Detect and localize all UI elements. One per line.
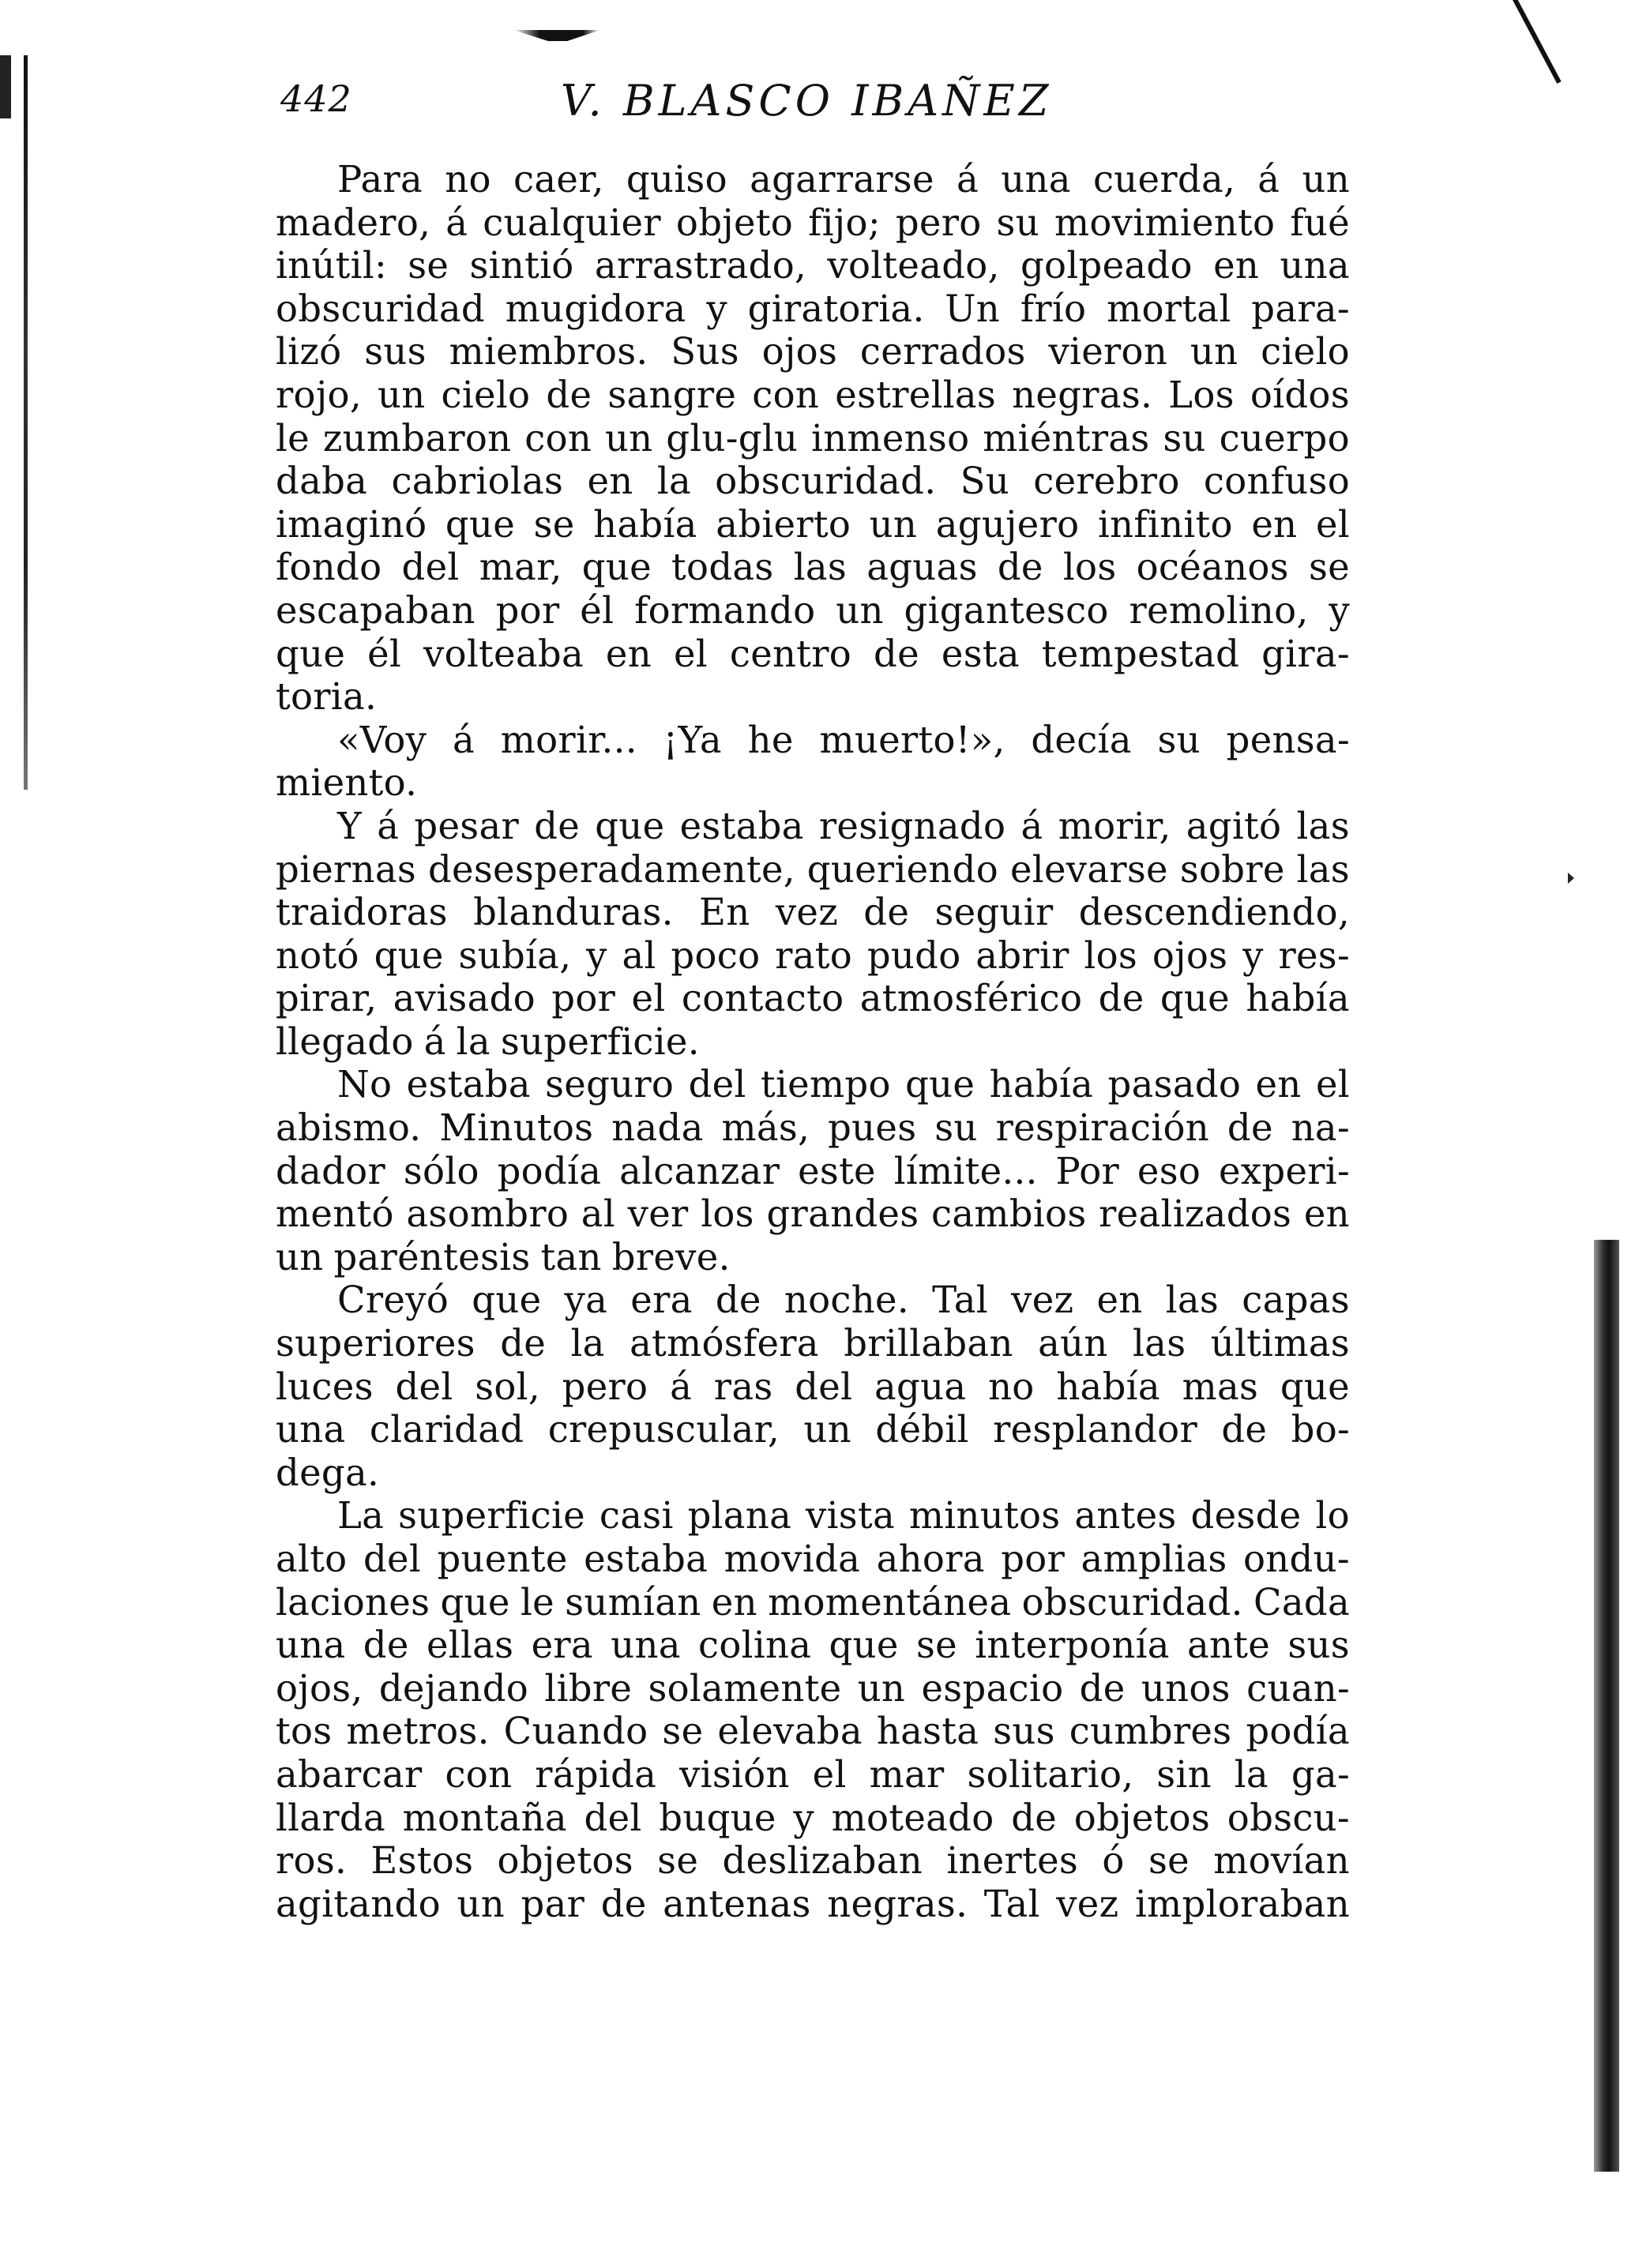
scan-right-tick	[1568, 873, 1574, 884]
running-head: V. BLASCO IBAÑEZ	[561, 76, 1053, 126]
text-line: daba cabriolas en la obscuridad. Su cerebro confuso	[276, 460, 1350, 503]
text-line: lizó sus miembros. Sus ojos cerrados vieron un cielo	[276, 330, 1350, 374]
text-line: un paréntesis tan breve.	[276, 1235, 731, 1279]
text-line: llegado á la superficie.	[276, 1019, 700, 1063]
text-line: una de ellas era una colina que se interponía ante sus	[276, 1624, 1350, 1667]
text-line: luces del sol, pero á ras del agua no había mas que	[276, 1365, 1350, 1408]
text-line: Creyó que ya era de noche. Tal vez en las capas	[337, 1279, 1350, 1322]
text-line: notó que subía, y al poco rato pudo abrir los ojos y res-	[276, 933, 1350, 977]
scan-left-edge-line	[24, 55, 28, 790]
text-line: dega.	[276, 1451, 380, 1494]
text-line: rojo, un cielo de sangre con estrellas negras. Los oídos	[276, 373, 1350, 416]
page-header	[0, 69, 1650, 133]
text-line: ros. Estos objetos se deslizaban inertes ó se movían	[276, 1839, 1350, 1883]
scan-right-edge-bar	[1594, 1240, 1619, 2172]
text-line: que él volteaba en el centro de esta tempestad gira-	[276, 632, 1350, 675]
text-line: fondo del mar, que todas las aguas de los océanos se	[276, 546, 1350, 589]
text-line: tos metros. Cuando se elevaba hasta sus cumbres podía	[276, 1710, 1350, 1753]
text-line: agitando un par de antenas negras. Tal vez imploraban	[276, 1882, 1350, 1925]
text-line: Y á pesar de que estaba resignado á morir, agitó las	[337, 804, 1350, 847]
text-line: «Voy á morir... ¡Ya he muerto!», decía su pensa-	[337, 718, 1350, 761]
text-line: Para no caer, quiso agarrarse á una cuerda, á un	[337, 158, 1350, 201]
text-line: pirar, avisado por el contacto atmosférico de que había	[276, 977, 1350, 1020]
text-line: madero, á cualquier objeto fijo; pero su movimiento fué	[276, 201, 1350, 244]
text-line: abismo. Minutos nada más, pues su respiración de na-	[276, 1106, 1350, 1150]
text-line: inútil: se sintió arrastrado, volteado, golpeado en una	[276, 244, 1350, 287]
text-line: mentó asombro al ver los grandes cambios realizados en	[276, 1192, 1350, 1236]
page-number: 442	[280, 77, 352, 120]
text-line: miento.	[276, 761, 418, 805]
text-line: llarda montaña del buque y moteado de objetos obscu-	[276, 1796, 1350, 1839]
text-line: escapaban por él formando un gigantesco remolino, y	[276, 588, 1350, 632]
body-text	[276, 158, 1350, 1925]
text-line: ojos, dejando libre solamente un espacio de unos cuan-	[276, 1666, 1350, 1710]
scan-top-mark	[513, 30, 600, 41]
text-line: traidoras blanduras. En vez de seguir descendiendo,	[276, 891, 1350, 934]
text-line: toria.	[276, 675, 378, 719]
text-line: piernas desesperadamente, queriendo elevarse sobre las	[276, 847, 1350, 891]
text-line: imaginó que se había abierto un agujero infinito en el	[276, 502, 1350, 546]
text-line: le zumbaron con un glu-glu inmenso miéntras su cuerpo	[276, 416, 1350, 460]
text-line: obscuridad mugidora y giratoria. Un frío mortal para-	[276, 287, 1350, 330]
text-line: abarcar con rápida visión el mar solitario, sin la ga-	[276, 1752, 1350, 1796]
text-line: dador sólo podía alcanzar este límite... Por eso experi-	[276, 1149, 1350, 1192]
text-line: superiores de la atmósfera brillaban aún las últimas	[276, 1322, 1350, 1365]
text-line: No estaba seguro del tiempo que había pasado en el	[337, 1063, 1350, 1106]
text-line: La superficie casi plana vista minutos antes desde lo	[337, 1494, 1350, 1538]
text-line: una claridad crepuscular, un débil resplandor de bo-	[276, 1408, 1350, 1451]
text-line: alto del puente estaba movida ahora por amplias ondu-	[276, 1538, 1350, 1580]
text-line: laciones que le sumían en momentánea obscuridad. Cada	[276, 1580, 1350, 1624]
